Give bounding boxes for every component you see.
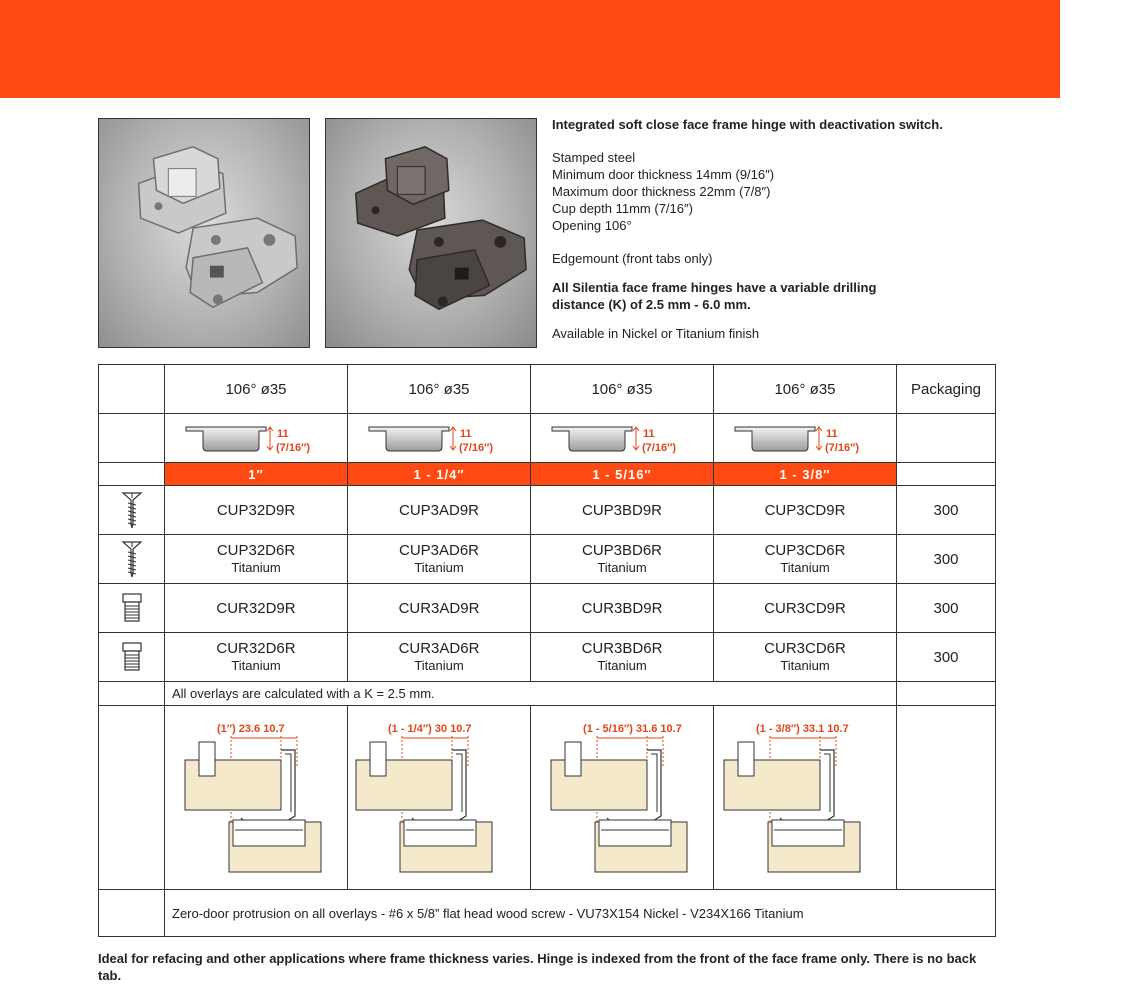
cup-depth-fraction: (7/16″) <box>459 442 494 454</box>
product-cell <box>348 535 531 584</box>
description-title: Integrated soft close face frame hinge with deactivation switch. <box>552 117 943 132</box>
product-code: CUP32D6R <box>216 542 296 559</box>
product-code: CUR3CD9R <box>714 584 897 633</box>
finish-text: Available in Nickel or Titanium finish <box>552 326 760 341</box>
table-row <box>99 535 996 584</box>
overlay-dimension-label: (1 - 5/16″) 31.6 10.7 <box>583 723 682 735</box>
bottom-note: Ideal for refacing and other applications where frame thickness varies. Hinge is indexed from the front of the face frame only. There is no back tab. <box>98 951 977 983</box>
dowel-icon <box>99 633 165 682</box>
product-code: CUP32D9R <box>165 486 348 535</box>
nickel-hinge-photo <box>98 118 310 348</box>
product-code: CUP3AD6R <box>398 542 480 559</box>
overlay-drawing <box>348 706 531 890</box>
cup-profile-icon <box>364 418 514 458</box>
overlay-note: All overlays are calculated with a K = 2.5 mm. <box>165 682 897 706</box>
header-cell: 106° ø35 <box>531 365 714 414</box>
cup-depth-value: 11 <box>643 428 655 440</box>
cup-depth-fraction: (7/16″) <box>276 442 311 454</box>
product-cell <box>531 633 714 682</box>
packaging-qty: 300 <box>897 486 996 535</box>
titanium-hinge-photo <box>325 118 537 348</box>
cup-diagram <box>531 414 714 463</box>
table-row <box>99 584 996 633</box>
product-code: CUP3AD9R <box>348 486 531 535</box>
dowel-icon <box>99 584 165 633</box>
finish-label: Titanium <box>780 560 830 575</box>
overlay-label: 1″ <box>165 463 348 486</box>
product-code: CUR3CD6R <box>764 640 846 657</box>
overlay-dimension-label: (1 - 1/4″) 30 10.7 <box>388 723 472 735</box>
cup-diagram <box>165 414 348 463</box>
finish-label: Titanium <box>231 658 281 673</box>
product-description <box>552 116 1032 342</box>
finish-label: Titanium <box>414 658 464 673</box>
header-cell: 106° ø35 <box>165 365 348 414</box>
header-cell: 106° ø35 <box>714 365 897 414</box>
product-cell <box>531 535 714 584</box>
overlay-drawing <box>531 706 714 890</box>
product-cell <box>348 633 531 682</box>
packaging-header: Packaging <box>897 365 996 414</box>
product-code: CUR32D6R <box>216 640 296 657</box>
min-thickness-text: Minimum door thickness 14mm (9/16″) <box>552 167 775 182</box>
product-cell <box>714 535 897 584</box>
wood-screw-icon <box>99 486 165 535</box>
cup-depth-text: Cup depth 11mm (7/16″) <box>552 201 693 216</box>
product-code: CUP3BD6R <box>581 542 663 559</box>
cup-depth-fraction: (7/16″) <box>825 442 860 454</box>
cup-depth-value: 11 <box>460 428 472 440</box>
overlay-drawing <box>714 706 897 890</box>
product-code: CUR3BD6R <box>581 640 663 657</box>
cup-depth-fraction: (7/16″) <box>642 442 677 454</box>
cup-profile-icon <box>547 418 697 458</box>
packaging-qty: 300 <box>897 535 996 584</box>
cup-diagram <box>714 414 897 463</box>
finish-label: Titanium <box>597 560 647 575</box>
overlay-label: 1 - 1/4″ <box>348 463 531 486</box>
finish-label: Titanium <box>780 658 830 673</box>
packaging-qty: 300 <box>897 584 996 633</box>
header-cell: 106° ø35 <box>348 365 531 414</box>
finish-label: Titanium <box>231 560 281 575</box>
material-text: Stamped steel <box>552 150 636 165</box>
finish-label: Titanium <box>597 658 647 673</box>
product-code: CUP3BD9R <box>531 486 714 535</box>
packaging-qty: 300 <box>897 633 996 682</box>
overlay-label: 1 - 3/8″ <box>714 463 897 486</box>
drilling-text: All Silentia face frame hinges have a variable drilling distance (K) of 2.5 mm - 6.0 mm. <box>552 280 877 312</box>
product-code: CUR32D9R <box>165 584 348 633</box>
wood-screw-icon <box>99 535 165 584</box>
product-code: CUR3BD9R <box>531 584 714 633</box>
overlay-label: 1 - 5/16″ <box>531 463 714 486</box>
cup-diagram <box>348 414 531 463</box>
opening-text: Opening 106° <box>552 218 632 233</box>
header-banner <box>0 0 1060 98</box>
overlay-dimension-label: (1″) 23.6 10.7 <box>217 723 285 735</box>
spec-table <box>98 364 996 937</box>
table-row <box>99 486 996 535</box>
product-cell <box>714 633 897 682</box>
cup-depth-value: 11 <box>826 428 838 440</box>
product-code: CUR3AD6R <box>398 640 480 657</box>
table-row <box>99 633 996 682</box>
footer-note: Zero-door protrusion on all overlays - #6 x 5/8” flat head wood screw - VU73X154 Nickel - V234X166 Titanium <box>165 890 996 937</box>
product-cell <box>165 535 348 584</box>
overlay-drawing <box>165 706 348 890</box>
product-code: CUR3AD9R <box>348 584 531 633</box>
overlay-dimension-label: (1 - 3/8″) 33.1 10.7 <box>756 723 849 735</box>
product-code: CUP3CD9R <box>714 486 897 535</box>
cup-depth-value: 11 <box>277 428 289 440</box>
mount-text: Edgemount (front tabs only) <box>552 251 713 266</box>
product-cell <box>165 633 348 682</box>
max-thickness-text: Maximum door thickness 22mm (7/8″) <box>552 184 771 199</box>
product-code: CUP3CD6R <box>764 542 846 559</box>
finish-label: Titanium <box>414 560 464 575</box>
cup-profile-icon <box>730 418 880 458</box>
cup-profile-icon <box>181 418 331 458</box>
